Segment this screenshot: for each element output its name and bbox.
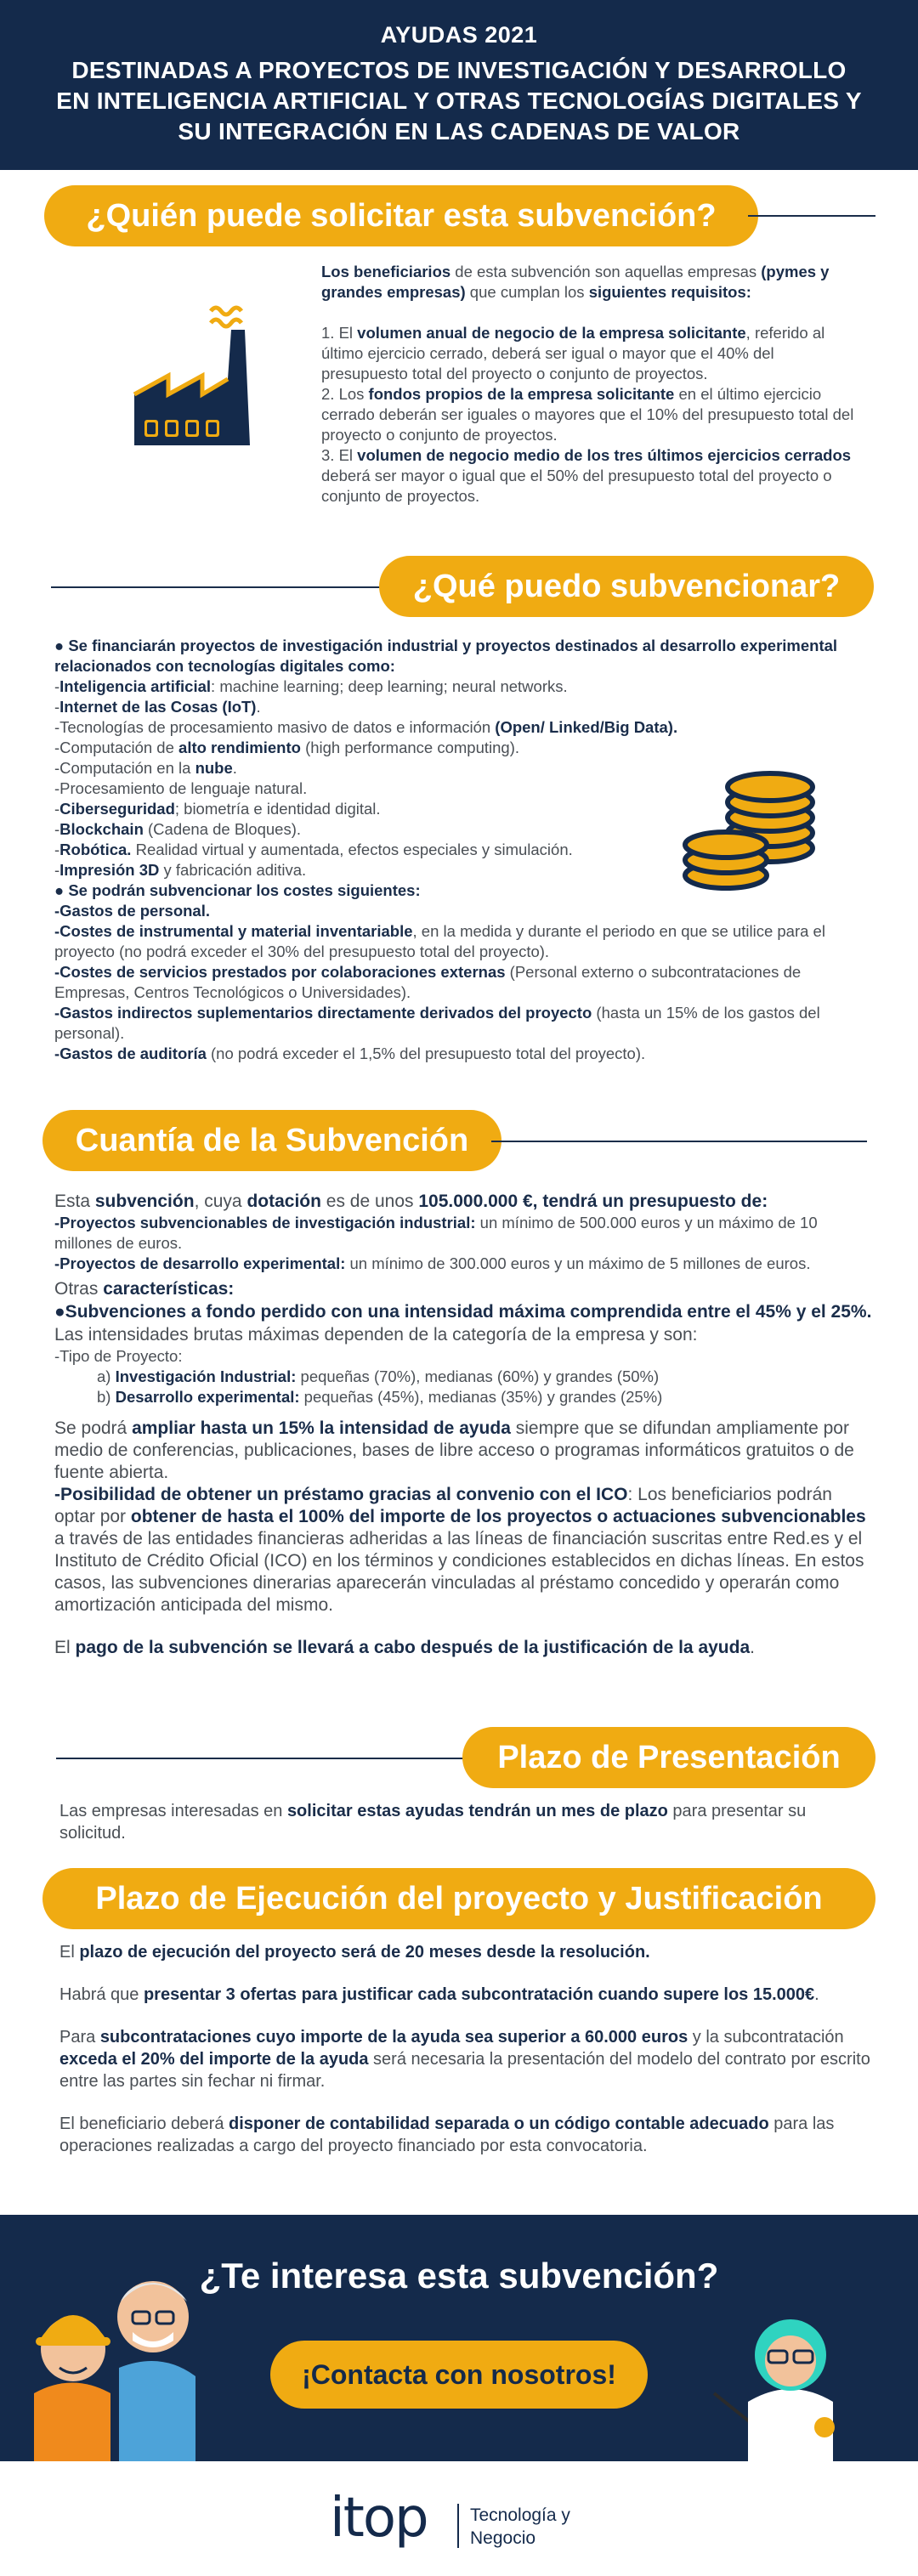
divider [748, 215, 876, 217]
list-item: -Internet de las Cosas (IoT). [54, 698, 261, 716]
execution-text: El plazo de ejecución del proyecto será de 20 meses desde la resolución. Habrá que presentar 3 ofertas para justificar cada subcontratación cuando supere los 15.000€. Para subcontrataciones cuyo importe de la ayuda sea superior a 60.000 euros y la subcontratación exceda el 20% del importe de la ayuda será necesaria la presentación del modelo del contrato por escrito entre las partes sin fechar ni firmar. El beneficiario deberá disponer de contabilidad separada o un código contable adecuado para las operaciones realizadas a cargo del proyecto financiado por esta convocatoria. [60, 1943, 870, 2155]
logo-separator [457, 2504, 459, 2548]
list-item: -Robótica. Realidad virtual y aumentada, efectos especiales y simulación. [54, 841, 573, 858]
section-title-what: ¿Qué puedo subvencionar? [379, 556, 874, 617]
page-header [0, 0, 918, 170]
section-title-execution: Plazo de Ejecución del proyecto y Justificación [42, 1868, 876, 1929]
amount-text: Esta subvención, cuya dotación es de unos 105.000.000 €, tendrá un presupuesto de: -Proyectos subvencionables de investigación industrial: un mínimo de 500.000 euros y un máximo de 10 millones de euros. -Proyectos de desarrollo experimental: un mínimo de 300.000 euros y un máximo de 5 millones de euros. Otras características: ●Subvenciones a fondo perdido con una intensidad máxima comprendida entre el 45% y el 25%. Las intensidades brutas máximas dependen de la categoría de la empresa y son: -Tipo de Proyecto: a) Investigación Industrial: pequeñas (70%), medianas (60%) y grandes (50%) b) Desarrollo experimental: pequeñas (45%), medianas (35%) y grandes (25%) Se podrá ampliar hasta un 15% la intensidad de ayuda siempre que se difundan ampliamente por medio de conferencias, publicaciones, bases de libre acceso o programas informáticos gratuitos o de fuente abierta. -Posibilidad de obtener un préstamo gracias al convenio con el ICO: Los beneficiarios podrán optar por obtener de hasta el 100% del importe de los proyectos o actuaciones subvencionables a través de las entidades financieras adheridas a las líneas de financiación suscritas entre Red.es y el Instituto de Crédito Oficial (ICO) en los términos y condiciones establecidos en dichas líneas. En estos casos, las subvenciones dinerarias aparecerán vinculadas al préstamo concedido y operarán como amortización anticipada del mismo. El pago de la subvención se llevará a cabo después de la justificación de la ayuda. [54, 1192, 872, 1657]
logo-wordmark: itop [330, 2487, 428, 2550]
scientist-illustration [697, 2266, 867, 2461]
submission-text: Las empresas interesadas en solicitar estas ayudas tendrán un mes de plazo para presentar su solicitud. [60, 1802, 807, 1843]
list-item: -Costes de servicios prestados por colaboraciones externas (Personal externo o subcontrataciones de Empresas, Centros Tecnológicos o Universidades). [54, 963, 802, 1001]
header-year: AYUDAS 2021 [380, 22, 538, 48]
list-item: -Computación de alto rendimiento (high performance computing). [54, 739, 520, 756]
section-title-submission: Plazo de Presentación [462, 1727, 876, 1788]
list-item: -Costes de instrumental y material inventariable, en la medida y durante el periodo en que se utilice para el proyecto (no podrá exceder el 30% del presupuesto total del proyecto). [54, 922, 825, 960]
divider [491, 1141, 867, 1142]
list-item: -Gastos de personal. [54, 902, 210, 920]
cta-banner [0, 2215, 918, 2461]
logo-tagline: Tecnología y Negocio [470, 2505, 570, 2548]
section-title-who: ¿Quién puede solicitar esta subvención? [44, 185, 758, 246]
cta-question: ¿Te interesa esta subvención? [199, 2256, 719, 2296]
header-title: DESTINADAS A PROYECTOS DE INVESTIGACIÓN Y DESARROLLO EN INTELIGENCIA ARTIFICIAL Y OTRAS TECNOLOGÍAS DIGITALES Y SU INTEGRACIÓN EN LAS CADENAS DE VALOR [56, 57, 862, 144]
who-text: Los beneficiarios de esta subvención son aquellas empresas (pymes y grandes empresas) que cumplan los siguientes requisitos: 1. El volumen anual de negocio de la empresa solicitante, referido al último ejercicio cerrado, deberá ser igual o mayor que el 40% del presupuesto total del proyecto o conjunto de proyectos. 2. Los fondos propios de la empresa solicitante en el último ejercicio cerrado deberán ser iguales o mayores que el 10% del presupuesto total del proyecto o conjunto de proyectos. 3. El volumen de negocio medio de los tres últimos ejercicios cerrados deberá ser mayor o igual que el 50% del presupuesto total del proyecto o conjunto de proyectos. [321, 263, 854, 505]
factory-icon [128, 301, 264, 454]
list-item: -Inteligencia artificial: machine learning; deep learning; neural networks. [54, 677, 568, 695]
list-item: -Blockchain (Cadena de Bloques). [54, 820, 301, 838]
coins-icon [678, 765, 823, 892]
list-item: -Procesamiento de lenguaje natural. [54, 779, 308, 797]
section-title-amount: Cuantía de la Subvención [42, 1110, 502, 1171]
list-item: -Computación en la nube. [54, 759, 237, 777]
divider [56, 1758, 464, 1759]
list-item: -Tecnologías de procesamiento masivo de datos e información (Open/ Linked/Big Data). [54, 718, 678, 736]
list-item: -Gastos de auditoría (no podrá exceder el 1,5% del presupuesto total del proyecto). [54, 1045, 646, 1062]
divider [51, 586, 391, 588]
list-item: -Ciberseguridad; biometría e identidad digital. [54, 800, 381, 818]
what-text: ● Se financiarán proyectos de investigación industrial y proyectos destinados al desarrollo experimental relacionados con tecnologías digitales como: -Inteligencia artificial: machine learning; deep learning; neural networks. -Internet de las Cosas (IoT). -Tecnologías de procesamiento masivo de datos e información (Open/ Linked/Big Data). -Computación de alto rendimiento (high performance computing). -Computación en la nube. -Procesamiento de lenguaje natural. -Ciberseguridad; biometría e identidad digital. -Blockchain (Cadena de Bloques). -Robótica. Realidad virtual y aumentada, efectos especiales y simulación. -Impresión 3D y fabricación aditiva. ● Se podrán subvencionar los costes siguientes: -Gastos de personal. -Costes de instrumental y material inventariable, en la medida y durante el periodo en que se utilice para el proyecto (no podrá exceder el 30% del presupuesto total del proyecto). -Costes de servicios prestados por colaboraciones externas (Personal externo o subcontrataciones de Empresas, Centros Tecnológicos o Universidades). -Gastos indirectos suplementarios directamente derivados del proyecto (hasta un 15% de los gastos del personal). -Gastos de auditoría (no podrá exceder el 1,5% del presupuesto total del proyecto). [54, 636, 872, 1064]
contact-button[interactable]: ¡Contacta con nosotros! [270, 2341, 648, 2409]
brand-logo [0, 2471, 918, 2565]
list-item: -Gastos indirectos suplementarios directamente derivados del proyecto (hasta un 15% de los gastos del personal). [54, 1004, 820, 1042]
list-item: -Impresión 3D y fabricación aditiva. [54, 861, 307, 879]
